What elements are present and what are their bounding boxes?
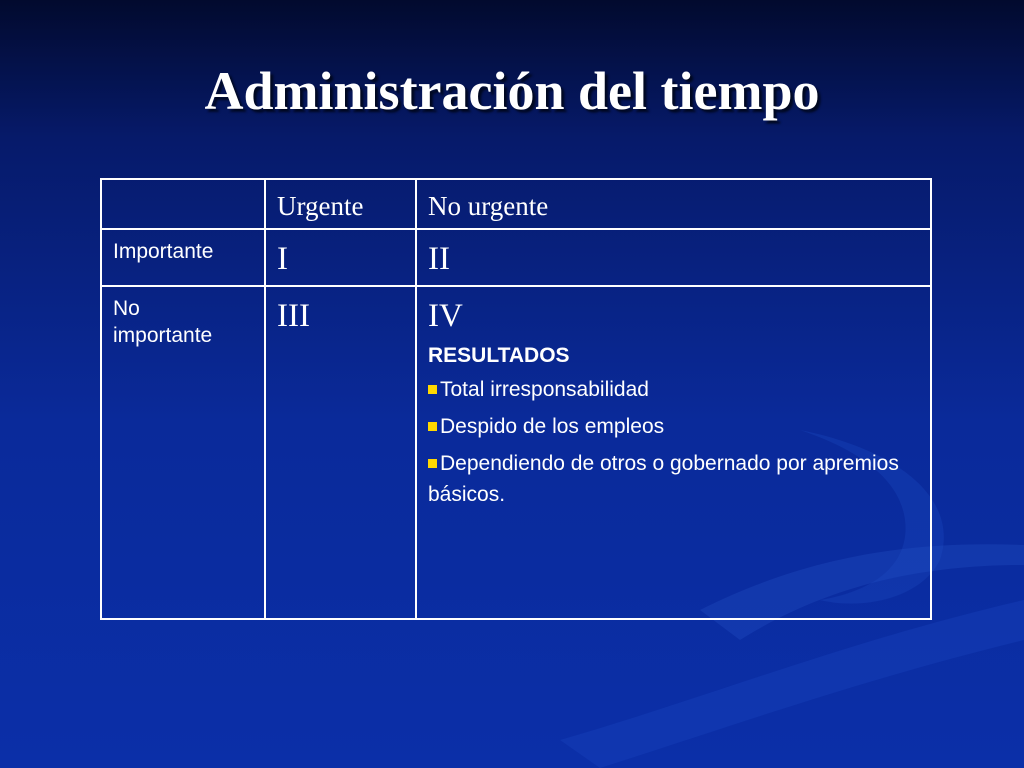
result-item-text: Total irresponsabilidad xyxy=(440,377,649,401)
time-management-matrix xyxy=(100,178,932,620)
row-label-important: Importante xyxy=(113,240,214,263)
quadrant-iv-label: IV xyxy=(428,298,463,334)
quadrant-ii-cell xyxy=(416,229,931,286)
results-list xyxy=(417,374,930,510)
quadrant-i-cell xyxy=(265,229,416,286)
header-corner xyxy=(102,180,264,191)
list-item xyxy=(428,411,910,442)
row-not-important xyxy=(101,286,931,619)
square-bullet-icon xyxy=(428,459,437,468)
result-item-text: Despido de los empleos xyxy=(440,414,665,438)
row-label-cell-not-important xyxy=(101,286,265,619)
slide-title: Administración del tiempo xyxy=(204,61,820,121)
quadrant-iii-label: III xyxy=(277,298,310,334)
header-not-urgent-cell xyxy=(416,179,931,229)
square-bullet-icon xyxy=(428,422,437,431)
row-important xyxy=(101,229,931,286)
header-row xyxy=(101,179,931,229)
quadrant-i-label: I xyxy=(277,241,288,277)
header-not-urgent: No urgente xyxy=(428,191,549,221)
result-item-text: Dependiendo de otros o gobernado por apremios básicos. xyxy=(428,451,899,506)
quadrant-iv-cell xyxy=(416,286,931,619)
square-bullet-icon xyxy=(428,385,437,394)
header-urgent-cell xyxy=(265,179,416,229)
list-item xyxy=(428,374,910,405)
results-title: RESULTADOS xyxy=(428,343,570,367)
row-label-cell-important xyxy=(101,229,265,286)
header-urgent: Urgente xyxy=(277,191,364,221)
quadrant-ii-label: II xyxy=(428,241,450,277)
header-corner-cell xyxy=(101,179,265,229)
list-item xyxy=(428,448,910,510)
quadrant-iii-cell xyxy=(265,286,416,619)
row-label-not-important: No importante xyxy=(113,297,213,347)
